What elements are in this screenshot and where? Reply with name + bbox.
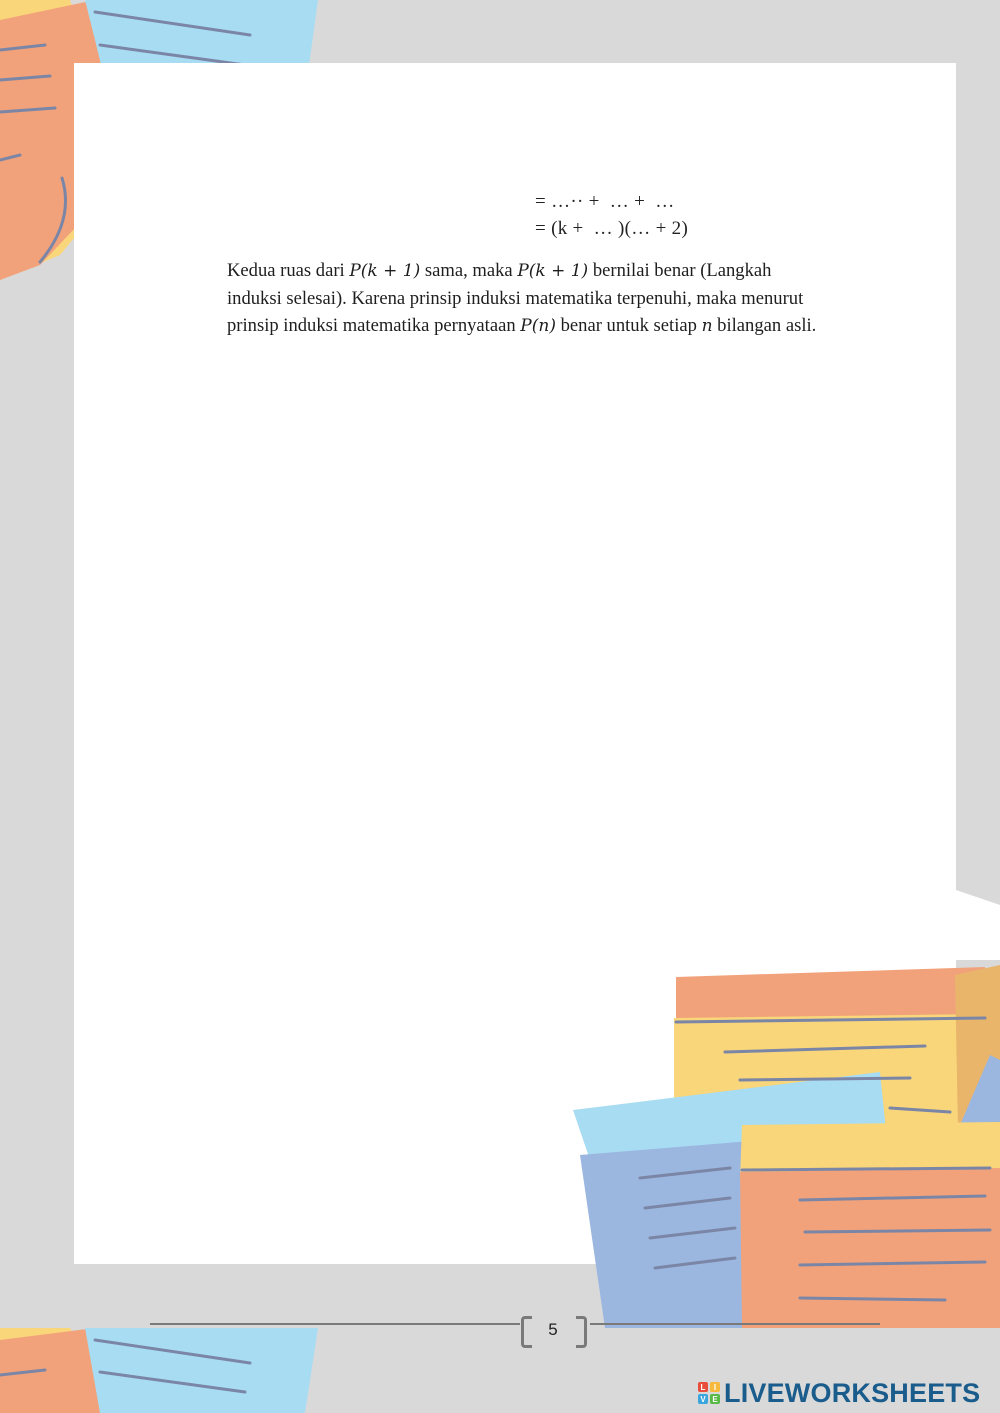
logo-letter: E	[710, 1394, 720, 1404]
bottom-right-notes-icon	[573, 890, 1000, 1328]
equation-line-1: = …·· + … + …	[535, 191, 675, 212]
paragraph-text: Kedua ruas dari	[227, 260, 350, 281]
paragraph-text: bilangan asli.	[712, 315, 817, 336]
logo-letter: L	[698, 1382, 708, 1392]
liveworksheets-logo-icon	[698, 1382, 720, 1404]
conclusion-paragraph	[227, 257, 827, 340]
footer-rule-right	[590, 1323, 880, 1325]
brand-name: LIVEWORKSHEETS	[724, 1377, 981, 1408]
footer-rule-left	[150, 1323, 520, 1325]
paragraph-text: sama, maka	[420, 260, 518, 281]
liveworksheets-brand[interactable]	[698, 1376, 980, 1410]
equation-line-2: = (k + … )(… + 2)	[535, 218, 689, 239]
math-expression: P(k + 1)	[517, 261, 589, 281]
math-expression: P(k + 1)	[349, 261, 421, 281]
paragraph-text: benar untuk setiap	[555, 315, 702, 336]
math-expression: P(n)	[520, 316, 556, 336]
logo-letter: I	[710, 1382, 720, 1392]
page-number: 5	[548, 1320, 558, 1339]
logo-letter: V	[698, 1394, 708, 1404]
math-expression: n	[701, 316, 713, 336]
paragraph-text: bernilai benar (Langkah induksi selesai). Karena prinsip induksi matematika terpenuhi, maka menurut prinsip induksi matematika pernyataan	[227, 260, 804, 336]
